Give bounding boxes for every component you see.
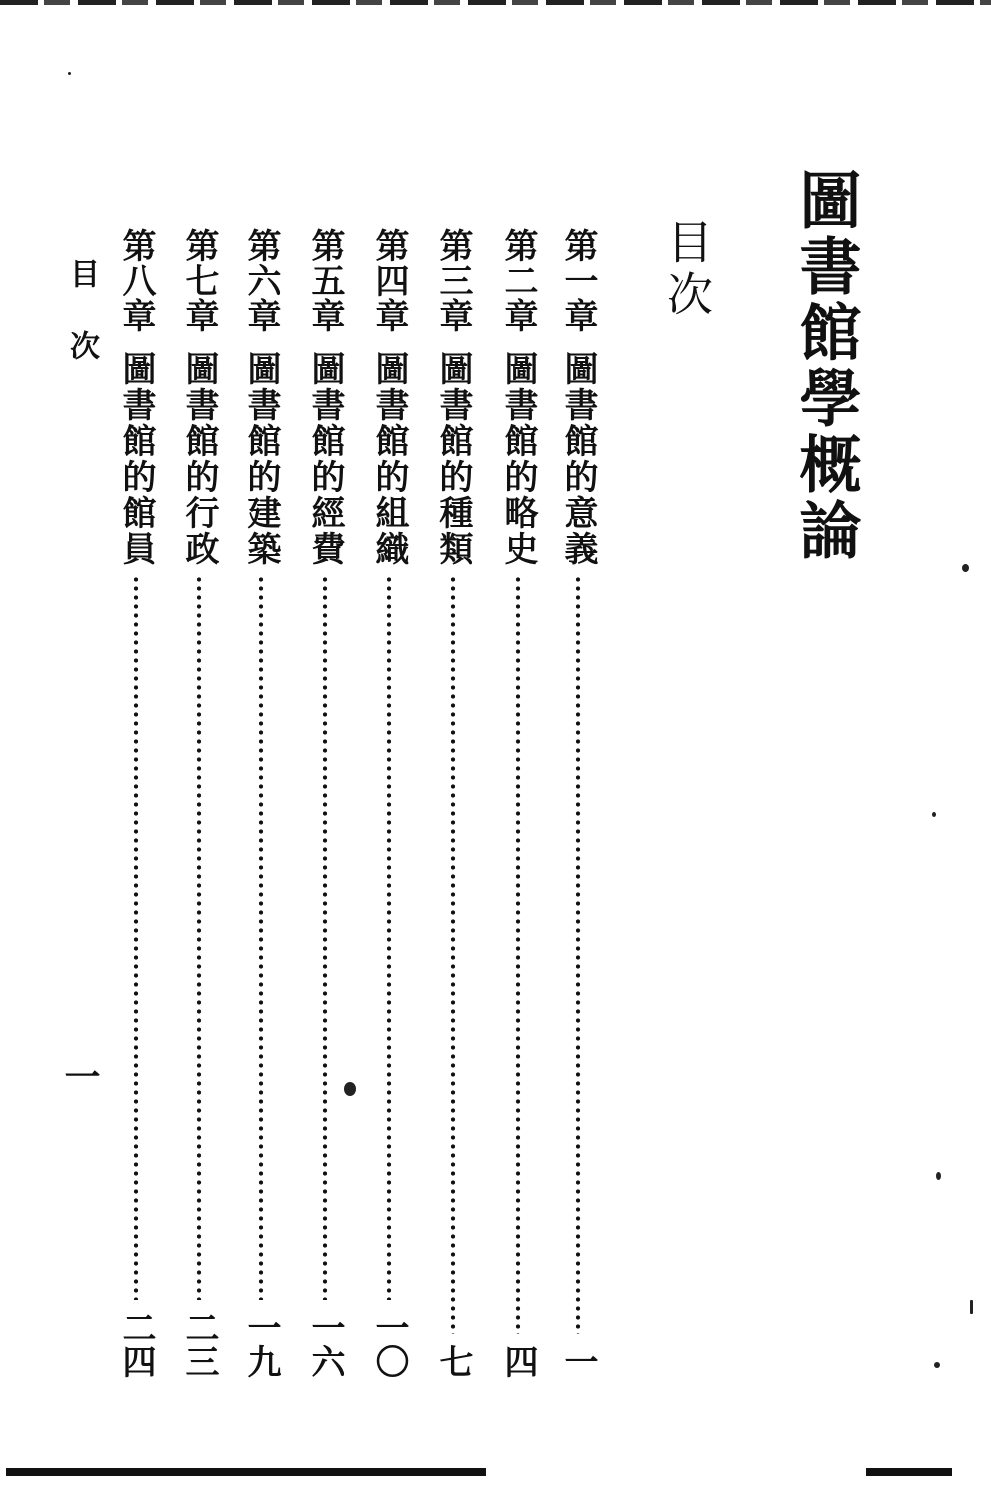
dot-leader [133, 575, 139, 1300]
toc-entry-8 [114, 228, 158, 1378]
page-number: 一六 [305, 1310, 345, 1378]
chapter-number: 第二章 [498, 228, 538, 333]
dot-leader [196, 575, 202, 1300]
ink-speck [962, 564, 969, 572]
bottom-rule-right [866, 1468, 952, 1476]
toc-entry-5 [303, 228, 347, 1378]
toc-entry-6 [239, 228, 283, 1378]
page-number: 七 [433, 1344, 473, 1378]
chapter-title: 圖書館的行政 [179, 351, 219, 567]
ink-speck [68, 72, 71, 75]
bottom-rule-left [6, 1468, 486, 1476]
ink-blot [344, 1082, 356, 1096]
page-number: 四 [498, 1344, 538, 1378]
page-number: 二三 [179, 1310, 219, 1378]
toc-entry-3 [431, 228, 475, 1378]
top-edge-rule [0, 0, 991, 5]
chapter-title: 圖書館的經費 [305, 351, 345, 567]
chapter-title: 圖書館的略史 [498, 351, 538, 567]
dot-leader [575, 575, 581, 1334]
chapter-number: 第一章 [558, 228, 598, 333]
ink-speck [936, 1172, 941, 1180]
toc-entry-1 [556, 228, 600, 1378]
toc-entry-2 [496, 228, 540, 1378]
chapter-title: 圖書館的組織 [369, 351, 409, 567]
chapter-number: 第七章 [179, 228, 219, 333]
chapter-number: 第六章 [241, 228, 281, 333]
page-number: 一 [558, 1344, 598, 1378]
toc-entry-4 [367, 228, 411, 1378]
dot-leader [258, 575, 264, 1300]
chapter-title: 圖書館的館員 [116, 351, 156, 567]
ink-speck [934, 1362, 940, 1368]
toc-entry-7 [177, 228, 221, 1378]
dot-leader [450, 575, 456, 1334]
dot-leader [386, 575, 392, 1300]
chapter-number: 第四章 [369, 228, 409, 333]
book-title: 圖書館學概論 [789, 168, 862, 564]
page-number: 一九 [241, 1310, 281, 1378]
dot-leader [515, 575, 521, 1334]
page-number: 二四 [116, 1310, 156, 1378]
running-head: 目次 [64, 258, 99, 402]
chapter-title: 圖書館的種類 [433, 351, 473, 567]
ink-speck [932, 812, 936, 817]
chapter-title: 圖書館的建築 [241, 351, 281, 567]
folio-page-number: 一 [59, 1058, 101, 1094]
ink-speck [970, 1300, 973, 1314]
chapter-title: 圖書館的意義 [558, 351, 598, 567]
chapter-number: 第八章 [116, 228, 156, 333]
chapter-number: 第五章 [305, 228, 345, 333]
dot-leader [322, 575, 328, 1300]
toc-heading: 目次 [660, 218, 714, 322]
chapter-number: 第三章 [433, 228, 473, 333]
page-number: 一〇 [369, 1310, 409, 1378]
